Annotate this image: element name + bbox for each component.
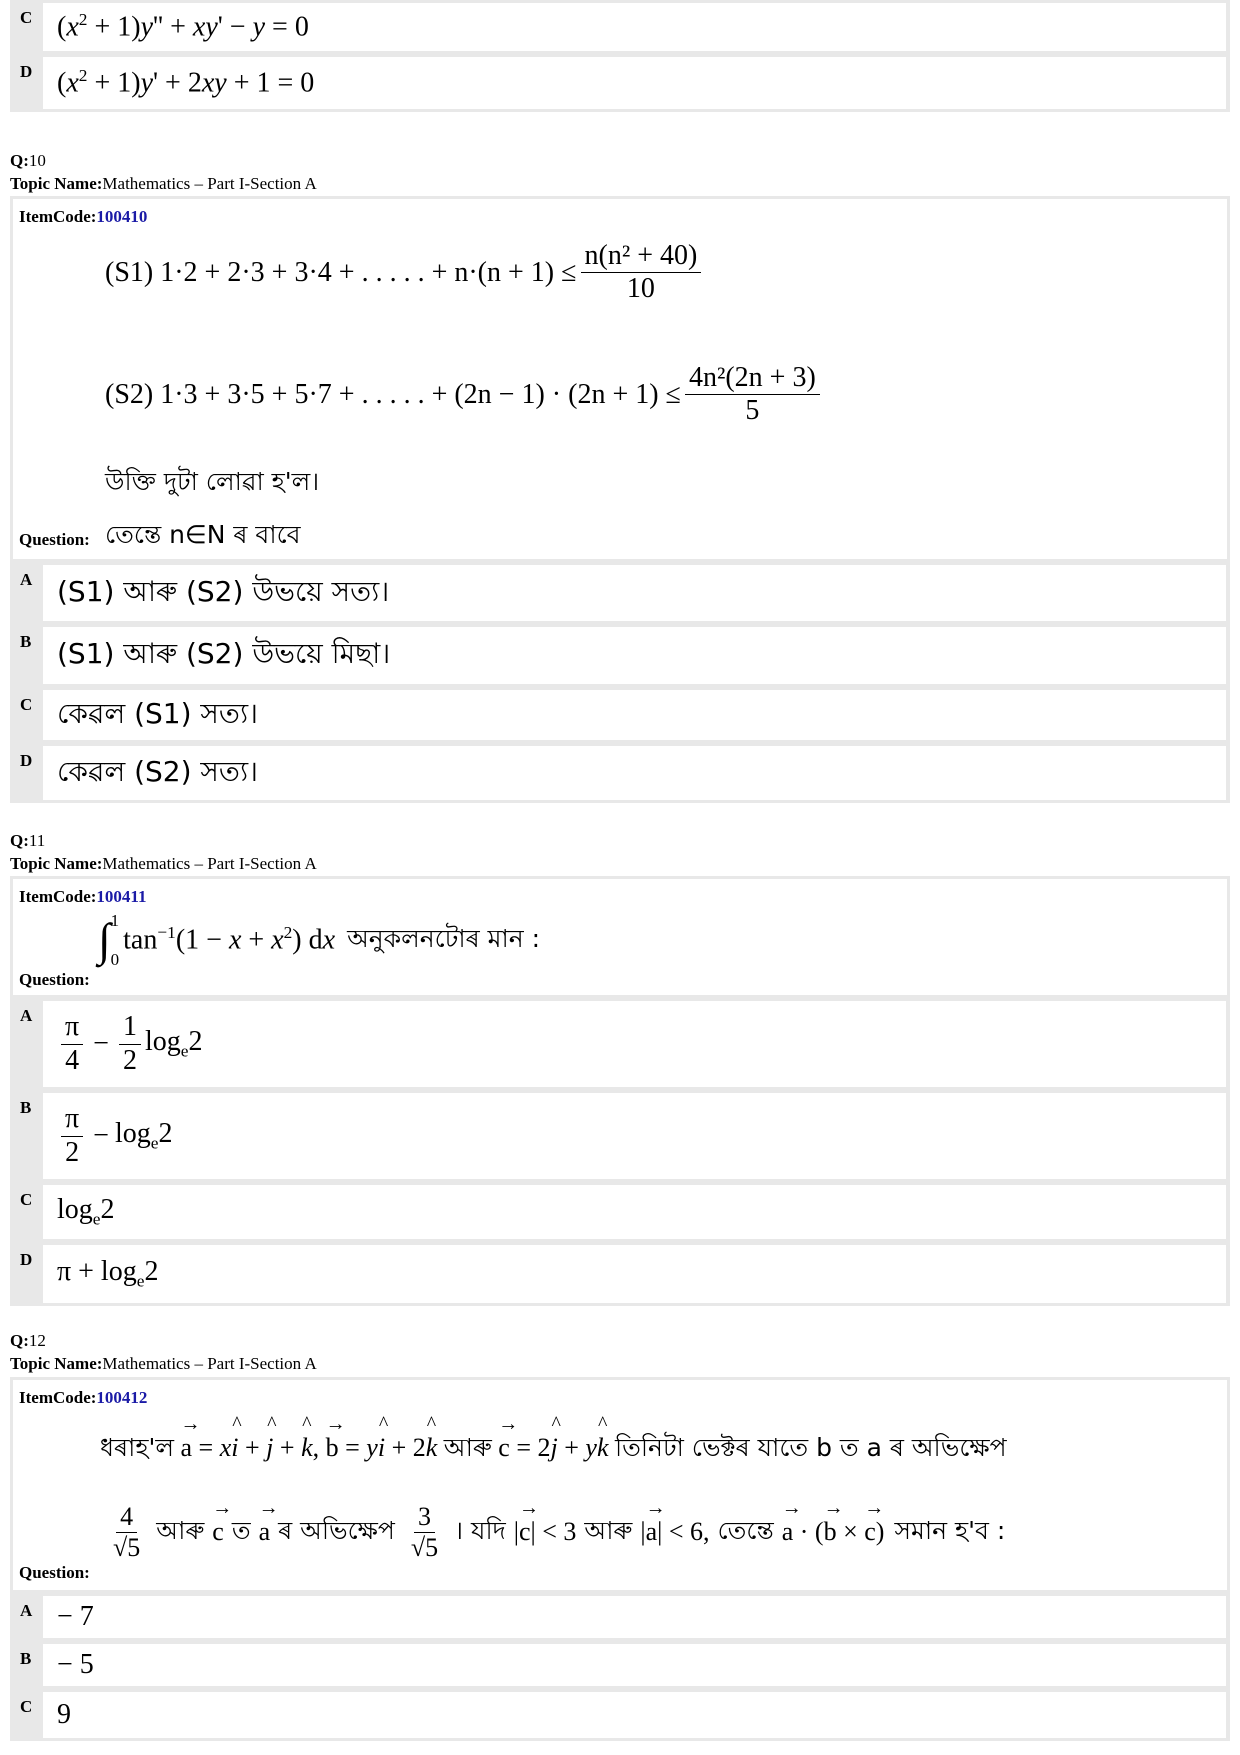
statement-s2: (S2) 1·3 + 3·5 + 5·7 + . . . . . + (2n − 1) · (2n + 1) ≤ $\frac{\text{4n²(2n + 3)}}{5}$: [105, 362, 824, 427]
option-label: B: [20, 632, 32, 651]
option-text: $\frac{\pi}{2}$ − $\log_e2$: [43, 1093, 1226, 1179]
option-label: A: [20, 1601, 33, 1620]
s1-fraction: $\frac{\text{n(n² + 40)}}{10}$: [581, 240, 702, 305]
question-number: Q:10: [10, 151, 46, 170]
question-text-line: তেন্তে n∈N ৰ বাবে: [105, 520, 301, 549]
question-number: Q:11: [10, 831, 46, 850]
option-row[interactable]: [10, 998, 1230, 1090]
option-row[interactable]: [10, 1689, 1230, 1741]
topic-name: Topic Name:Mathematics – Part I-Section A: [10, 854, 317, 873]
option-label: A: [20, 1006, 33, 1025]
option-text: $\log_e2$: [43, 1185, 1226, 1239]
option-text: কেৱল (S2) সত্য।: [43, 746, 1226, 800]
topic-name: Topic Name:Mathematics – Part I-Section A: [10, 1354, 317, 1373]
integral-expression: ∫ 1 0 $\tan^{-1}(1 - x + x^2)$ dx অনুকলনটোৰ মান :: [98, 911, 541, 969]
statement-s1: (S1) 1·2 + 2·3 + 3·4 + . . . . . + n·(n + 1) ≤ $\frac{\text{n(n² + 40)}}{10}$: [105, 240, 705, 305]
item-code: ItemCode:100412: [19, 1388, 148, 1407]
question-label: Question:: [19, 970, 90, 989]
s2-fraction: $\frac{\text{4n²(2n + 3)}}{5}$: [685, 362, 820, 427]
option-label: D: [20, 751, 33, 770]
option-label: D: [20, 62, 33, 81]
option-row[interactable]: [10, 1641, 1230, 1689]
option-text: − 7: [43, 1596, 1226, 1638]
option-label: C: [20, 695, 33, 714]
option-label: D: [20, 1250, 33, 1269]
topic-name: Topic Name:Mathematics – Part I-Section A: [10, 174, 317, 193]
option-text: [43, 3, 1226, 51]
option-row[interactable]: [10, 1090, 1230, 1182]
option-row[interactable]: [10, 562, 1230, 624]
option-row[interactable]: [10, 1242, 1230, 1306]
option-text: $\frac{\pi}{4}$ − $\frac{1}{2}$ $\log_e2$: [43, 1001, 1226, 1087]
option-row[interactable]: [10, 1593, 1230, 1641]
equation: $(x^2 + 1)y'' + xy' - y = 0$: [57, 10, 309, 43]
question-label: Question:: [19, 1563, 90, 1582]
option-label: C: [20, 1190, 33, 1209]
option-row[interactable]: [10, 624, 1230, 687]
option-text: $\pi + \log_e2$: [43, 1245, 1226, 1303]
option-label: C: [20, 1697, 33, 1716]
question-label: Question:: [19, 530, 90, 549]
question-text-line: $\frac{4}{√5}$ আৰু → c ত → a ৰ অভিক্ষেপ $\frac{3}{√5}$ । যদি |→ c| < 3 আৰু |→ a| < 6, তেন্তে → a · (→ b × → c) সমান হ'ব :: [105, 1502, 1005, 1563]
item-code: ItemCode:100410: [19, 207, 148, 226]
option-label: C: [20, 8, 33, 27]
question-number: Q:12: [10, 1331, 46, 1350]
option-text: (S1) আৰু (S2) উভয়ে মিছা।: [43, 627, 1226, 684]
option-row[interactable]: [10, 0, 1230, 54]
question-text-line: উক্তি দুটা লোৱা হ'ল।: [105, 467, 320, 496]
option-row[interactable]: [10, 743, 1230, 803]
option-row[interactable]: [10, 54, 1230, 112]
option-text: (S1) আৰু (S2) উভয়ে সত্য।: [43, 565, 1226, 621]
option-row[interactable]: [10, 1182, 1230, 1242]
question-text-line: ধৰাহ'ল → a = x^ i + ^ j + ^ k, → b = y^ i + 2^ k আৰু → c = 2^ j + y^ k তিনিটা ভেক্টৰ যাতে b ত a ৰ অভিক্ষেপ: [100, 1428, 1007, 1471]
option-label: B: [20, 1098, 32, 1117]
equation: $(x^2 + 1)y' + 2xy + 1 = 0$: [57, 66, 315, 99]
option-text: কেৱল (S1) সত্য।: [43, 690, 1226, 740]
item-code: ItemCode:100411: [19, 887, 147, 906]
option-text: − 5: [43, 1644, 1226, 1686]
option-text: 9: [43, 1692, 1226, 1738]
option-label: A: [20, 570, 33, 589]
option-text: [43, 57, 1226, 109]
option-row[interactable]: [10, 687, 1230, 743]
option-label: B: [20, 1649, 32, 1668]
